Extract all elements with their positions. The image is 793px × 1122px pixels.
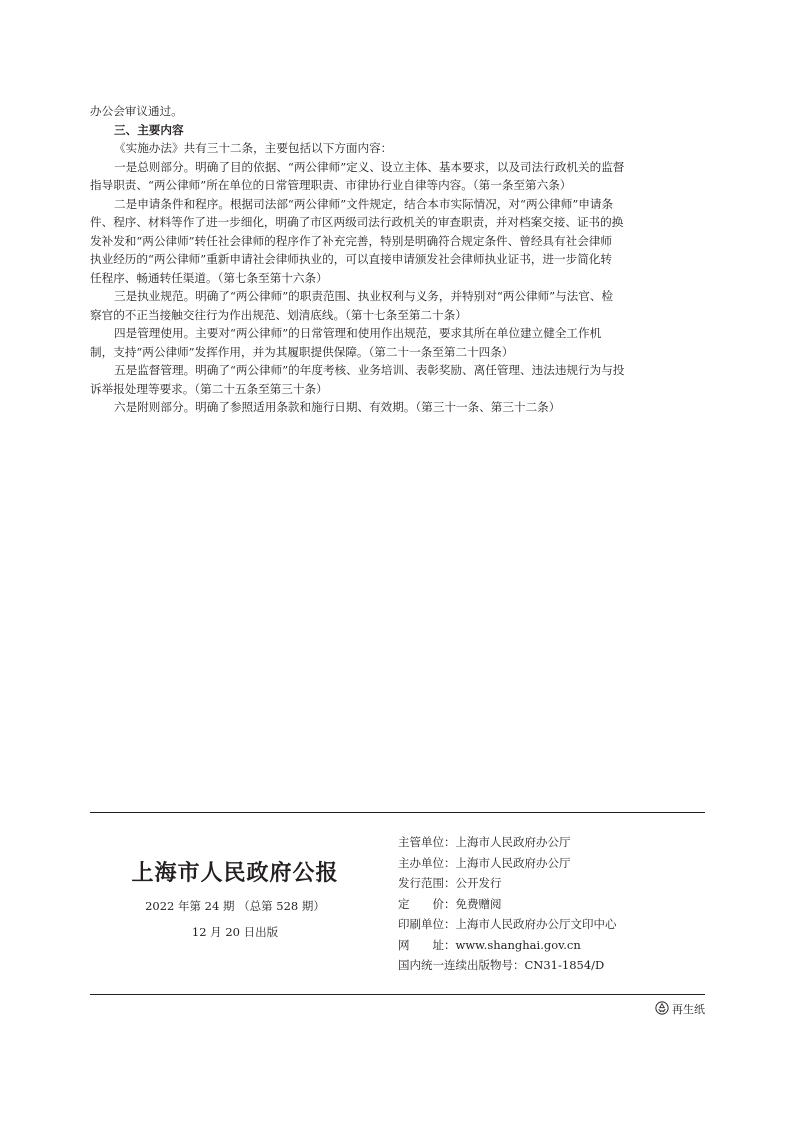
info-label: 国内统一连续出版物号： [398, 958, 525, 972]
paragraph-line: 三是执业规范。明确了“两公律师”的职责范围、执业权利与义务，并特别对“两公律师”与法官、检 [114, 289, 614, 303]
publication-title: 上海市人民政府公报 [131, 860, 339, 886]
info-row [398, 955, 708, 976]
info-label: 发行范围： [398, 876, 456, 890]
paragraph-line: 四是管理使用。主要对“两公律师”的日常管理和使用作出规范，要求其所在单位建立健全工作机 [114, 326, 602, 340]
publication-info [398, 832, 708, 976]
info-row [398, 832, 708, 853]
info-label: 主管单位： [398, 835, 456, 849]
recycle-icon [655, 1001, 669, 1015]
section-heading: 三、主要内容 [114, 122, 184, 137]
info-row [398, 935, 708, 956]
info-row [398, 873, 708, 894]
paragraph-line: 一是总则部分。明确了目的依据、“两公律师”定义、设立主体、基本要求，以及司法行政机关的监督 [114, 159, 625, 174]
info-value: 公开发行 [455, 876, 502, 890]
info-row [398, 914, 708, 935]
paragraph-line: 执业经历的“两公律师”重新申请社会律师执业的，可以直接申请颁发社会律师执业证书，进一步简化转 [90, 252, 612, 266]
paragraph-line: 二是申请条件和程序。根据司法部“两公律师”文件规定，结合本市实际情况，对“两公律师”申请条 [114, 196, 614, 211]
paragraph-line: 察官的不正当接触交往行为作出规范、划清底线。（第十七条至第二十条） [90, 307, 467, 322]
info-value: CN31-1854/D [524, 958, 605, 972]
info-label: 印刷单位： [398, 917, 456, 931]
masthead [90, 858, 380, 940]
article-body [90, 102, 705, 417]
info-value: 上海市人民政府办公厅 [455, 855, 571, 870]
paragraph-line: 任程序、畅通转任渠道。（第七条至第十六条） [90, 270, 328, 285]
paragraph-line: 制，支持“两公律师”发挥作用，并为其履职提供保障。（第二十一条至第二十四条） [90, 344, 514, 359]
paragraph-line: 六是附则部分。明确了参照适用条款和施行日期、有效期。（第三十一条、第三十二条） [114, 400, 561, 414]
paragraph-line: 《实施办法》共有三十二条，主要包括以下方面内容： [114, 141, 393, 155]
info-row [398, 894, 708, 915]
bottom-rule [90, 994, 705, 995]
paragraph-line: 件、程序、材料等作了进一步细化，明确了市区两级司法行政机关的审查职责，并对档案交接、证书的换 [90, 215, 624, 229]
info-label: 定 价： [398, 896, 456, 911]
recycled-paper-label: 再生纸 [672, 1003, 705, 1016]
issue-number: 2022 年第 24 期 （总第 528 期） [145, 899, 325, 913]
info-value: 免费赠阅 [455, 896, 502, 911]
publication-date: 12 月 20 日出版 [191, 925, 279, 939]
paragraph-line: 诉举报处理等要求。（第二十五条至第三十条） [90, 381, 328, 396]
info-value: www.shanghai.gov.cn [455, 937, 581, 952]
info-value: 上海市人民政府办公厅 [455, 835, 571, 849]
info-row [398, 853, 708, 874]
top-rule [90, 812, 705, 813]
info-value: 上海市人民政府办公厅文印中心 [455, 917, 617, 931]
info-label: 主办单位： [398, 855, 456, 870]
info-label: 网 址： [398, 937, 456, 952]
paragraph-line: 办公会审议通过。 [90, 104, 183, 118]
paragraph-line: 指导职责、“两公律师”所在单位的日常管理职责、市律协行业自律等内容。（第一条至第六条） [90, 178, 572, 192]
paragraph-line: 五是监督管理。明确了“两公律师”的年度考核、业务培训、表彰奖励、离任管理、违法违规行为与投 [114, 363, 625, 377]
recycled-paper-note [655, 1001, 705, 1018]
paragraph-line: 发补发和“两公律师”转任社会律师的程序作了补充完善，特别是明确符合规定条件、曾经具有社会律师 [90, 233, 612, 248]
